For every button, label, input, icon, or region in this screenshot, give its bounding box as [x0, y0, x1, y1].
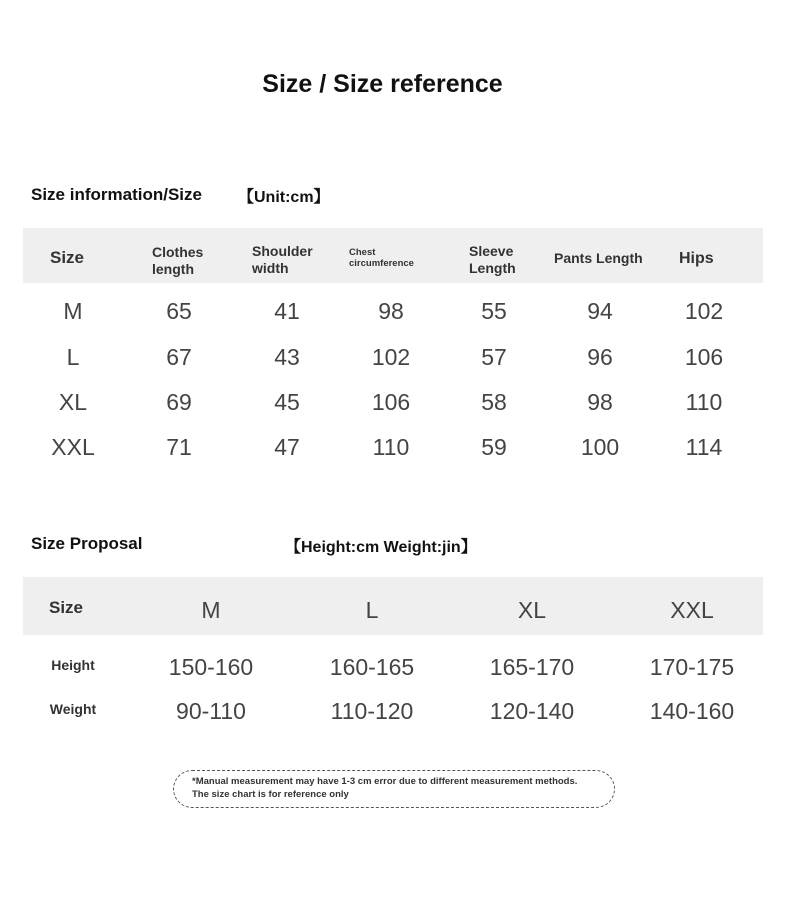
page-title: Size / Size reference	[262, 70, 503, 98]
size-info-unit: 【Unit:cm】	[238, 189, 330, 206]
header-sleeve-length: Sleeve Length	[469, 243, 516, 276]
size-info-table	[23, 228, 763, 478]
shoulder-width-cell: 47	[274, 434, 300, 460]
hips-cell: 102	[684, 298, 724, 324]
height-cell: 160-165	[329, 654, 415, 680]
chest-cell: 110	[372, 434, 410, 460]
proposal-size-m: M	[201, 597, 221, 623]
hips-cell: 106	[684, 344, 724, 370]
height-cell: 165-170	[489, 654, 575, 680]
pants-length-cell: 98	[587, 389, 613, 415]
header-size: Size	[50, 248, 85, 267]
note-line-1: *Manual measurement may have 1-3 cm error due to different measurement methods.	[192, 776, 578, 787]
pants-length-cell: 96	[587, 344, 613, 370]
sleeve-length-cell: 58	[481, 389, 507, 415]
pants-length-cell: 94	[587, 298, 613, 324]
chest-cell: 102	[371, 344, 411, 370]
sleeve-length-cell: 59	[481, 434, 507, 460]
size-info-header-row	[23, 228, 763, 283]
header-shoulder-width: Shoulder width	[252, 243, 313, 276]
measurement-note	[173, 770, 615, 808]
size-cell: XL	[58, 389, 88, 415]
size-proposal-header-row	[23, 577, 763, 635]
weight-cell: 110-120	[330, 698, 414, 724]
shoulder-width-cell: 41	[274, 298, 300, 324]
header-hips: Hips	[679, 250, 714, 267]
shoulder-width-cell: 43	[274, 344, 300, 370]
proposal-size-xxl: XXL	[670, 597, 714, 623]
height-cell: 170-175	[649, 654, 735, 680]
sleeve-length-cell: 57	[481, 344, 507, 370]
weight-cell: 90-110	[176, 698, 246, 724]
size-cell: XXL	[51, 434, 95, 460]
weight-row-label: Weight	[49, 701, 97, 717]
note-line-2: The size chart is for reference only	[192, 788, 349, 800]
size-proposal-table	[23, 577, 763, 737]
clothes-length-cell: 69	[166, 389, 192, 415]
size-info-label: Size information/Size	[31, 185, 202, 204]
proposal-size-xl: XL	[517, 597, 547, 623]
size-cell: M	[63, 298, 83, 324]
weight-cell: 140-160	[649, 698, 735, 724]
chest-cell: 98	[378, 298, 404, 324]
header-pants-length: Pants Length	[554, 250, 643, 266]
proposal-size-l: L	[365, 597, 379, 623]
weight-cell: 120-140	[489, 698, 575, 724]
height-row-label: Height	[51, 657, 95, 673]
header-clothes-length: Clothes length	[152, 244, 204, 277]
header-chest-circumference: Chest circumference	[349, 247, 414, 270]
hips-cell: 110	[685, 389, 723, 415]
chest-cell: 106	[371, 389, 411, 415]
pants-length-cell: 100	[580, 434, 620, 460]
height-cell: 150-160	[168, 654, 254, 680]
proposal-header-size: Size	[49, 598, 84, 617]
clothes-length-cell: 65	[166, 298, 192, 324]
size-proposal-unit: 【Height:cm Weight:jin】	[285, 539, 477, 556]
sleeve-length-cell: 55	[481, 298, 507, 324]
size-proposal-label: Size Proposal	[31, 534, 143, 553]
hips-cell: 114	[685, 434, 723, 460]
shoulder-width-cell: 45	[274, 389, 300, 415]
clothes-length-cell: 71	[166, 434, 192, 460]
clothes-length-cell: 67	[166, 344, 192, 370]
size-cell: L	[66, 344, 80, 370]
